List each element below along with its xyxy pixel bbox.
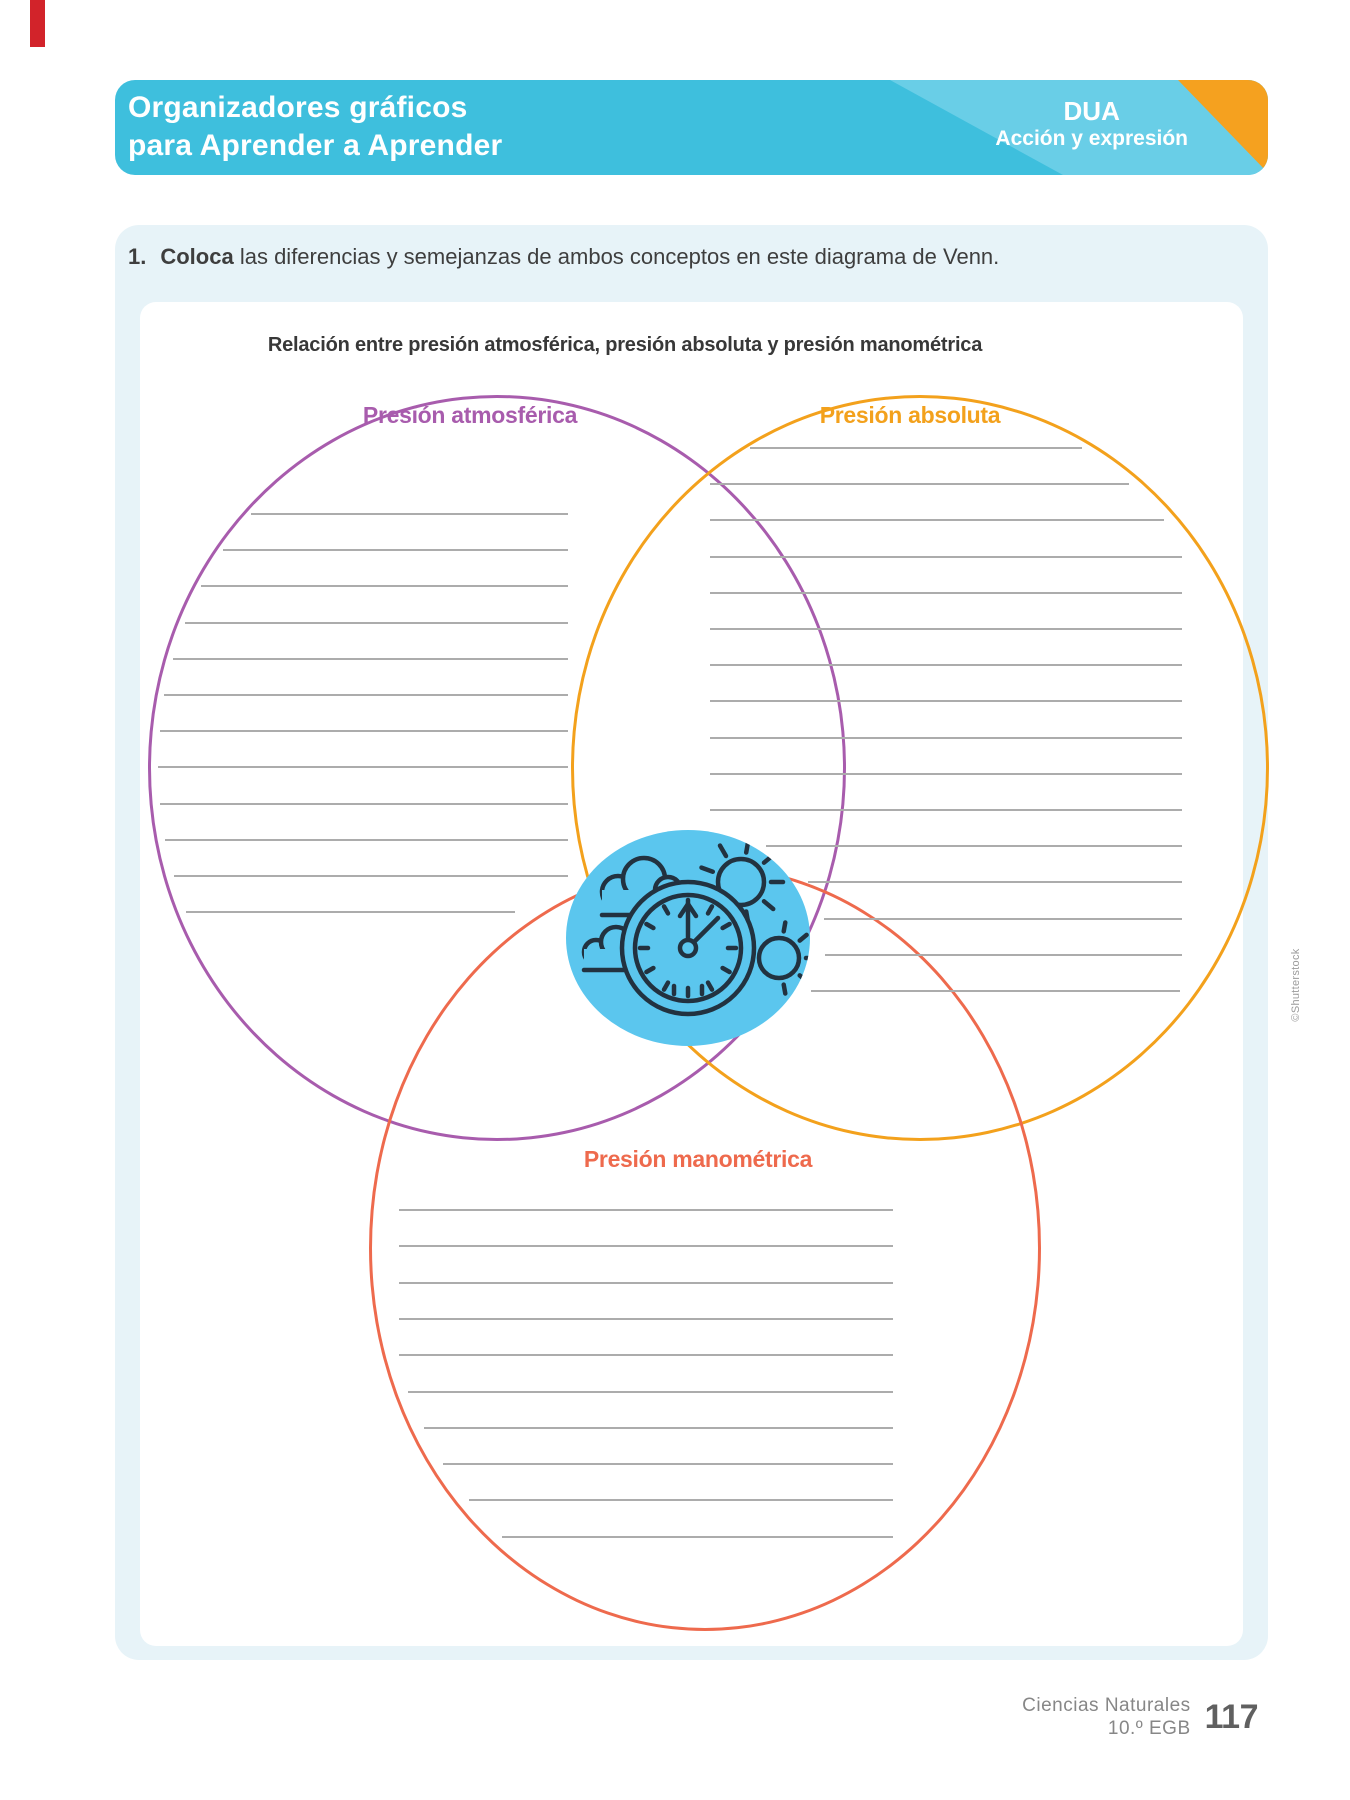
diagram-title: Relación entre presión atmosférica, presión absoluta y presión manométrica	[267, 334, 983, 356]
label-presion-atmosferica: Presión atmosférica	[362, 402, 578, 428]
writing-line	[469, 1499, 893, 1501]
writing-line	[710, 664, 1182, 666]
dua-badge-subtitle: Acción y expresión	[995, 127, 1188, 150]
image-credit: ©Shutterstock	[1290, 948, 1302, 1022]
writing-line	[710, 773, 1182, 775]
writing-line	[710, 628, 1182, 630]
writing-line	[710, 519, 1164, 521]
writing-line	[824, 918, 1182, 920]
page-footer	[1022, 1694, 1258, 1740]
writing-line	[186, 911, 515, 913]
writing-line	[710, 592, 1182, 594]
writing-line	[399, 1318, 893, 1320]
page-title	[128, 89, 502, 165]
writing-line	[710, 700, 1182, 702]
writing-line	[158, 766, 568, 768]
instruction-text	[128, 244, 1128, 270]
footer-subject-block	[1022, 1694, 1190, 1740]
writing-line	[399, 1354, 893, 1356]
writing-line	[443, 1463, 893, 1465]
label-presion-manometrica: Presión manométrica	[583, 1146, 813, 1172]
writing-line	[174, 875, 568, 877]
writing-line	[399, 1209, 893, 1211]
writing-line	[185, 622, 568, 624]
writing-line	[424, 1427, 893, 1429]
writing-line	[502, 1536, 893, 1538]
page-number: 117	[1204, 1697, 1258, 1736]
footer-subject: Ciencias Naturales	[1022, 1695, 1191, 1716]
page-edge-color-tab	[30, 0, 45, 47]
instruction-number: 1.	[128, 244, 147, 269]
writing-line	[825, 954, 1182, 956]
writing-line	[710, 737, 1182, 739]
barometer-weather-icon-svg	[566, 830, 810, 1046]
writing-line	[399, 1245, 893, 1247]
writing-line	[173, 658, 568, 660]
barometer-weather-icon	[566, 830, 810, 1046]
writing-line	[165, 839, 568, 841]
writing-line	[160, 803, 568, 805]
writing-line	[710, 809, 1182, 811]
writing-line	[811, 990, 1180, 992]
header-banner	[115, 80, 1268, 175]
page-title-line2: para Aprender a Aprender	[128, 129, 503, 162]
instruction-body	[160, 244, 999, 270]
writing-line	[164, 694, 568, 696]
writing-line	[399, 1282, 893, 1284]
writing-line	[408, 1391, 893, 1393]
writing-line	[808, 881, 1182, 883]
writing-line	[223, 549, 568, 551]
instruction-verb: Coloca	[160, 244, 234, 269]
page-title-line1: Organizadores gráficos	[128, 91, 468, 124]
writing-line	[766, 845, 1182, 847]
writing-line	[160, 730, 568, 732]
writing-line	[201, 585, 568, 587]
dua-badge-title: DUA	[1063, 96, 1120, 126]
dua-badge	[995, 96, 1188, 152]
writing-line	[710, 483, 1129, 485]
label-presion-absoluta: Presión absoluta	[819, 402, 1001, 428]
writing-line	[750, 447, 1082, 449]
writing-line	[251, 513, 568, 515]
instruction-rest: las diferencias y semejanzas de ambos conceptos en este diagrama de Venn.	[233, 244, 1000, 269]
writing-line	[710, 556, 1182, 558]
footer-grade: 10.º EGB	[1107, 1718, 1191, 1739]
